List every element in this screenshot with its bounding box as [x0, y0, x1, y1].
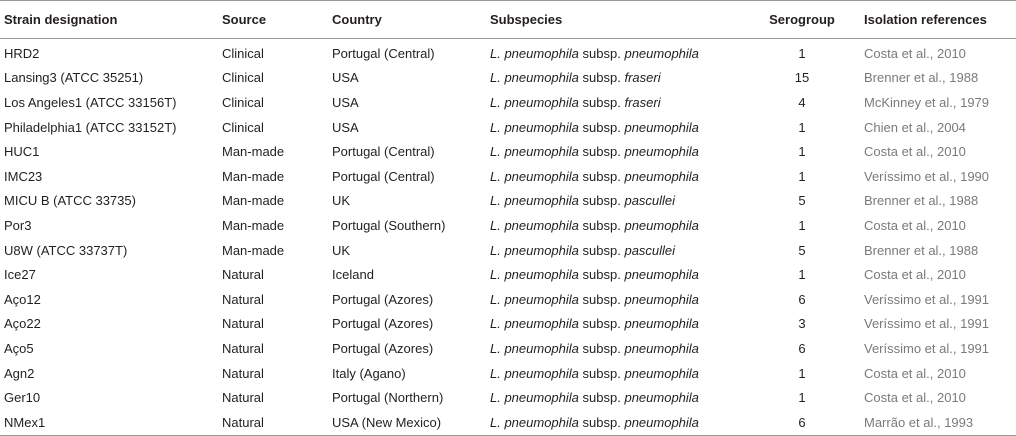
subsp-abbrev: subsp.: [582, 94, 621, 110]
subspecies-name: pneumophila: [624, 316, 699, 332]
cell-country: Portugal (Southern): [332, 217, 446, 233]
cell-reference: Brenner et al., 1988: [864, 193, 979, 209]
subsp-abbrev: subsp.: [582, 144, 621, 160]
cell-subspecies: [490, 385, 740, 410]
cell-serogroup: 1: [798, 168, 806, 184]
subspecies-name: pneumophila: [624, 340, 699, 356]
subsp-abbrev: subsp.: [582, 45, 621, 61]
cell-serogroup: 1: [798, 119, 806, 135]
cell-strain: Los Angeles1 (ATCC 33156T): [4, 94, 177, 110]
cell-strain: HRD2: [4, 45, 40, 61]
subspecies-name: pneumophila: [624, 267, 699, 283]
cell-subspecies: [490, 287, 740, 312]
table-row: [0, 410, 1016, 435]
cell-strain: Por3: [4, 217, 32, 233]
subsp-abbrev: subsp.: [582, 217, 621, 233]
species-name: L. pneumophila: [490, 390, 579, 406]
cell-subspecies: [490, 115, 740, 140]
subsp-abbrev: subsp.: [582, 242, 621, 258]
header-strain: Strain designation: [0, 0, 222, 39]
subspecies-name: fraseri: [624, 94, 661, 110]
cell-source: Man-made: [222, 217, 285, 233]
cell-reference: Chien et al., 2004: [864, 119, 966, 135]
cell-source: Clinical: [222, 70, 264, 86]
cell-reference: Brenner et al., 1988: [864, 242, 979, 258]
cell-source: Natural: [222, 390, 264, 406]
cell-country: USA: [332, 94, 359, 110]
subspecies-name: pascullei: [624, 242, 676, 258]
cell-serogroup: 6: [740, 410, 864, 435]
header-references: Isolation references: [864, 0, 1016, 39]
species-name: L. pneumophila: [490, 168, 579, 184]
cell-reference: Veríssimo et al., 1991: [864, 316, 990, 332]
cell-strain: U8W (ATCC 33737T): [4, 242, 128, 258]
table-body: [0, 39, 1016, 436]
cell-reference: Marrão et al., 1993: [864, 410, 1016, 435]
cell-source: Man-made: [222, 193, 285, 209]
subspecies-name: pneumophila: [624, 45, 699, 61]
cell-country: Italy (Agano): [332, 365, 406, 381]
species-name: L. pneumophila: [490, 340, 579, 356]
subsp-abbrev: subsp.: [582, 414, 621, 430]
cell-subspecies: [490, 410, 740, 435]
cell-source: Clinical: [222, 94, 264, 110]
cell-subspecies: [490, 336, 740, 361]
cell-subspecies: [490, 238, 740, 263]
cell-country: Portugal (Central): [332, 45, 435, 61]
cell-subspecies: [490, 361, 740, 386]
cell-strain: HUC1: [4, 144, 40, 160]
cell-strain: Aço22: [4, 316, 41, 332]
cell-serogroup: 1: [798, 267, 806, 283]
subspecies-name: pneumophila: [624, 168, 699, 184]
species-name: L. pneumophila: [490, 365, 579, 381]
cell-subspecies: [490, 189, 740, 214]
cell-subspecies: [490, 262, 740, 287]
species-name: L. pneumophila: [490, 414, 579, 430]
cell-country: Portugal (Northern): [332, 390, 444, 406]
header-source: Source: [222, 0, 332, 39]
table-row: [0, 385, 1016, 410]
table-row: [0, 287, 1016, 312]
subspecies-name: pneumophila: [624, 144, 699, 160]
cell-source: Natural: [222, 365, 264, 381]
cell-country: Portugal (Central): [332, 144, 435, 160]
cell-country: Portugal (Azores): [332, 340, 434, 356]
cell-serogroup: 3: [798, 316, 806, 332]
cell-serogroup: 15: [794, 70, 810, 86]
cell-country: USA: [332, 70, 359, 86]
cell-serogroup: 1: [798, 365, 806, 381]
cell-reference: Veríssimo et al., 1991: [864, 340, 990, 356]
cell-country: UK: [332, 242, 351, 258]
cell-subspecies: [490, 39, 740, 66]
cell-source: Man-made: [222, 168, 285, 184]
subsp-abbrev: subsp.: [582, 316, 621, 332]
species-name: L. pneumophila: [490, 316, 579, 332]
subsp-abbrev: subsp.: [582, 340, 621, 356]
table-row: [0, 262, 1016, 287]
cell-country: UK: [332, 193, 351, 209]
cell-country: Portugal (Central): [332, 168, 435, 184]
species-name: L. pneumophila: [490, 267, 579, 283]
cell-source: Man-made: [222, 144, 285, 160]
table-row: [0, 115, 1016, 140]
cell-reference: Costa et al., 2010: [864, 365, 966, 381]
subsp-abbrev: subsp.: [582, 119, 621, 135]
cell-strain: Lansing3 (ATCC 35251): [4, 70, 144, 86]
subspecies-name: pneumophila: [624, 217, 699, 233]
cell-reference: Costa et al., 2010: [864, 390, 966, 406]
subspecies-name: fraseri: [624, 70, 661, 86]
table-row: [0, 361, 1016, 386]
cell-source: Natural: [222, 340, 264, 356]
species-name: L. pneumophila: [490, 119, 579, 135]
cell-reference: Costa et al., 2010: [864, 217, 966, 233]
cell-reference: Costa et al., 2010: [864, 45, 966, 61]
table-row: [0, 164, 1016, 189]
species-name: L. pneumophila: [490, 70, 579, 86]
cell-strain: IMC23: [4, 168, 43, 184]
cell-subspecies: [490, 139, 740, 164]
subsp-abbrev: subsp.: [582, 168, 621, 184]
cell-strain: Agn2: [4, 365, 35, 381]
cell-country: Portugal (Azores): [332, 316, 434, 332]
cell-strain: Ger10: [4, 390, 41, 406]
subspecies-name: pascullei: [624, 193, 676, 209]
cell-subspecies: [490, 164, 740, 189]
cell-serogroup: 1: [798, 45, 806, 61]
subspecies-name: pneumophila: [624, 365, 699, 381]
table-row: [0, 238, 1016, 263]
species-name: L. pneumophila: [490, 193, 579, 209]
cell-source: Clinical: [222, 45, 264, 61]
cell-strain: Aço12: [4, 291, 41, 307]
cell-country: Portugal (Azores): [332, 291, 434, 307]
table-row: [0, 139, 1016, 164]
cell-subspecies: [490, 66, 740, 91]
species-name: L. pneumophila: [490, 217, 579, 233]
header-subspecies: Subspecies: [490, 0, 740, 39]
cell-subspecies: [490, 90, 740, 115]
cell-strain: MICU B (ATCC 33735): [4, 193, 136, 209]
table-row: [0, 312, 1016, 337]
cell-serogroup: 5: [798, 193, 806, 209]
cell-serogroup: 1: [798, 144, 806, 160]
species-name: L. pneumophila: [490, 45, 579, 61]
subsp-abbrev: subsp.: [582, 365, 621, 381]
subspecies-name: pneumophila: [624, 119, 699, 135]
cell-source: Clinical: [222, 119, 264, 135]
species-name: L. pneumophila: [490, 94, 579, 110]
table-row: [0, 336, 1016, 361]
subsp-abbrev: subsp.: [582, 291, 621, 307]
header-country: Country: [332, 0, 490, 39]
cell-strain: Ice27: [4, 267, 36, 283]
species-name: L. pneumophila: [490, 144, 579, 160]
cell-source: Natural: [222, 267, 264, 283]
cell-subspecies: [490, 312, 740, 337]
species-name: L. pneumophila: [490, 242, 579, 258]
cell-reference: Veríssimo et al., 1990: [864, 168, 990, 184]
cell-country: USA (New Mexico): [332, 410, 490, 435]
cell-source: Natural: [222, 316, 264, 332]
subsp-abbrev: subsp.: [582, 193, 621, 209]
cell-serogroup: 4: [798, 94, 806, 110]
cell-serogroup: 1: [798, 390, 806, 406]
table-row: [0, 90, 1016, 115]
subsp-abbrev: subsp.: [582, 390, 621, 406]
cell-reference: Brenner et al., 1988: [864, 70, 979, 86]
cell-strain: Philadelphia1 (ATCC 33152T): [4, 119, 177, 135]
cell-subspecies: [490, 213, 740, 238]
cell-reference: Veríssimo et al., 1991: [864, 291, 990, 307]
table-row: [0, 189, 1016, 214]
subspecies-name: pneumophila: [624, 414, 699, 430]
table-row: [0, 66, 1016, 91]
header-serogroup: Serogroup: [740, 0, 864, 39]
cell-serogroup: 6: [798, 340, 806, 356]
subspecies-name: pneumophila: [624, 291, 699, 307]
table-row: [0, 213, 1016, 238]
cell-source: Man-made: [222, 242, 285, 258]
cell-reference: Costa et al., 2010: [864, 267, 966, 283]
cell-serogroup: 1: [798, 217, 806, 233]
cell-country: USA: [332, 119, 359, 135]
cell-strain: Aço5: [4, 340, 34, 356]
subsp-abbrev: subsp.: [582, 70, 621, 86]
subsp-abbrev: subsp.: [582, 267, 621, 283]
cell-country: Iceland: [332, 267, 374, 283]
species-name: L. pneumophila: [490, 291, 579, 307]
cell-serogroup: 6: [798, 291, 806, 307]
cell-serogroup: 5: [798, 242, 806, 258]
cell-reference: Costa et al., 2010: [864, 144, 966, 160]
cell-reference: McKinney et al., 1979: [864, 94, 990, 110]
cell-source: Natural: [222, 291, 264, 307]
table-row: [0, 39, 1016, 66]
subspecies-name: pneumophila: [624, 390, 699, 406]
header-row: [0, 0, 1016, 39]
cell-source: Natural: [222, 410, 332, 435]
cell-strain: NMex1: [0, 410, 222, 435]
